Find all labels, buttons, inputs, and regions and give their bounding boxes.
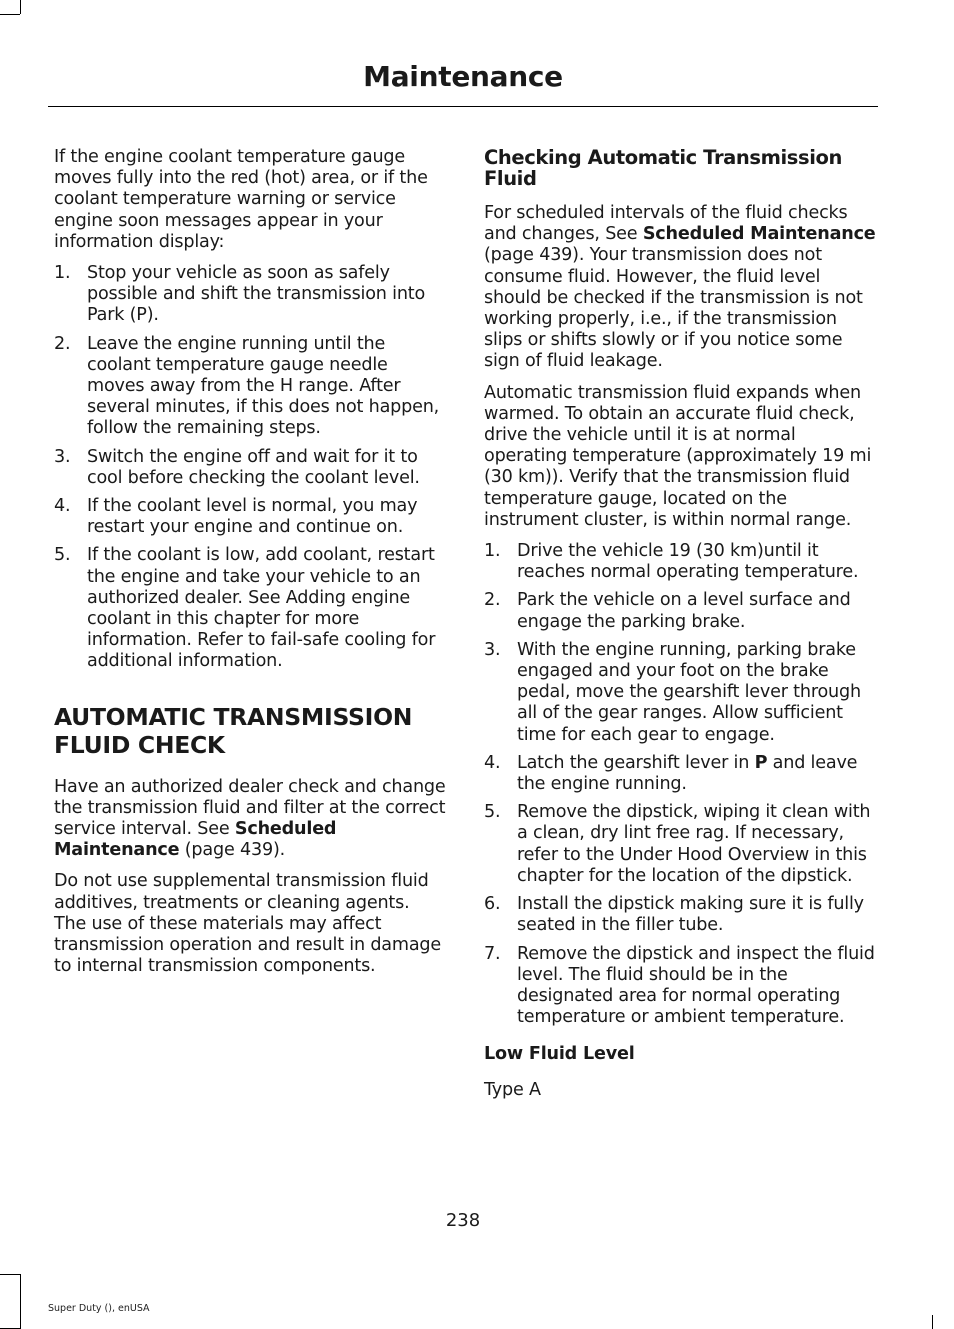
subsection-heading: Checking Automatic Transmission Fluid: [484, 146, 842, 190]
crop-mark: [0, 14, 20, 15]
list-item: 4. If the coolant level is normal, you may restart your engine and continue on.: [54, 496, 418, 538]
dealer-check-paragraph: Have an authorized dealer check and change the transmission fluid and filter at the correct service interval. See Scheduled Maintenance (page 439).: [54, 776, 446, 861]
page-title: Maintenance: [363, 60, 563, 93]
list-item: 7. Remove the dipstick and inspect the fluid level. The fluid should be in the designated area for normal operating temperature or ambient temperature.: [484, 943, 875, 1028]
low-fluid-level-heading: Low Fluid Level: [484, 1044, 635, 1065]
header-divider: [48, 106, 878, 107]
coolant-intro: If the engine coolant temperature gauge moves fully into the red (hot) area, or if the coolant temperature warning or service engine soon messages appear in your information display:: [54, 147, 428, 252]
page-number: 238: [445, 1210, 481, 1231]
section-heading: AUTOMATIC TRANSMISSION FLUID CHECK: [54, 702, 413, 759]
document-id: Super Duty (), enUSA: [48, 1303, 150, 1314]
list-item: 3. Switch the engine off and wait for it to cool before checking the coolant level.: [54, 446, 420, 488]
scheduled-maintenance-link[interactable]: Scheduled Maintenance: [642, 224, 876, 245]
list-item: 2. Leave the engine running until the coolant temperature gauge needle moves away from the H range. After several minutes, if this does not happen, follow the remaining steps.: [54, 333, 440, 439]
fluid-expands-paragraph: Automatic transmission fluid expands when warmed. To obtain an accurate fluid check, drive the vehicle until it is at normal operating temperature (approximately 19 mi (30 km)). Verify that the transmission fluid temperature gauge, located on the instrument cluster, is within normal range.: [484, 382, 872, 530]
list-item: 4. Latch the gearshift lever in P and leave the engine running.: [484, 752, 858, 795]
type-label: Type A: [484, 1079, 541, 1100]
list-item: 5. If the coolant is low, add coolant, restart the engine and take your vehicle to an authorized dealer. See Adding engine coolant in this chapter for more information. Refer to fail-safe cooling for additional information.: [54, 545, 436, 672]
scheduled-maintenance-link[interactable]: Scheduled Maintenance: [54, 819, 337, 861]
scheduled-intervals-paragraph: For scheduled intervals of the fluid checks and changes, See Scheduled Maintenance (page 439). Your transmission does not consume fluid. However, the fluid level should be checked if the transmission is not working properly, i.e., if the transmission slips or shifts slowly or if you notice some sign of fluid leakage.: [484, 203, 876, 372]
crop-mark: [20, 0, 21, 14]
crop-mark: [20, 1274, 21, 1329]
list-item: 1. Drive the vehicle 19 (30 km)until it reaches normal operating temperature.: [484, 541, 859, 583]
crop-mark: [0, 1274, 20, 1275]
coolant-steps-list: [54, 263, 446, 673]
additives-warning-paragraph: Do not use supplemental transmission fluid additives, treatments or cleaning agents. The use of these materials may affect transmission operation and result in damage to internal transmission components.: [54, 871, 442, 977]
right-column: [484, 147, 876, 1111]
list-item: 3. With the engine running, parking brake engaged and your foot on the brake pedal, move the gearshift lever through all of the gear ranges. Allow sufficient time for each gear to engage.: [484, 639, 861, 745]
list-item: 1. Stop your vehicle as soon as safely possible and shift the transmission into Park (P).: [54, 263, 426, 326]
list-item: 2. Park the vehicle on a level surface and engage the parking brake.: [484, 590, 851, 632]
fluid-check-steps-list: [484, 541, 876, 1028]
crop-mark: [932, 1315, 933, 1329]
left-column: [54, 147, 446, 988]
list-item: 5. Remove the dipstick, wiping it clean with a clean, dry lint free rag. If necessary, refer to the Under Hood Overview in this chapter for the location of the dipstick.: [484, 802, 871, 886]
list-item: 6. Install the dipstick making sure it is fully seated in the filler tube.: [484, 894, 864, 936]
